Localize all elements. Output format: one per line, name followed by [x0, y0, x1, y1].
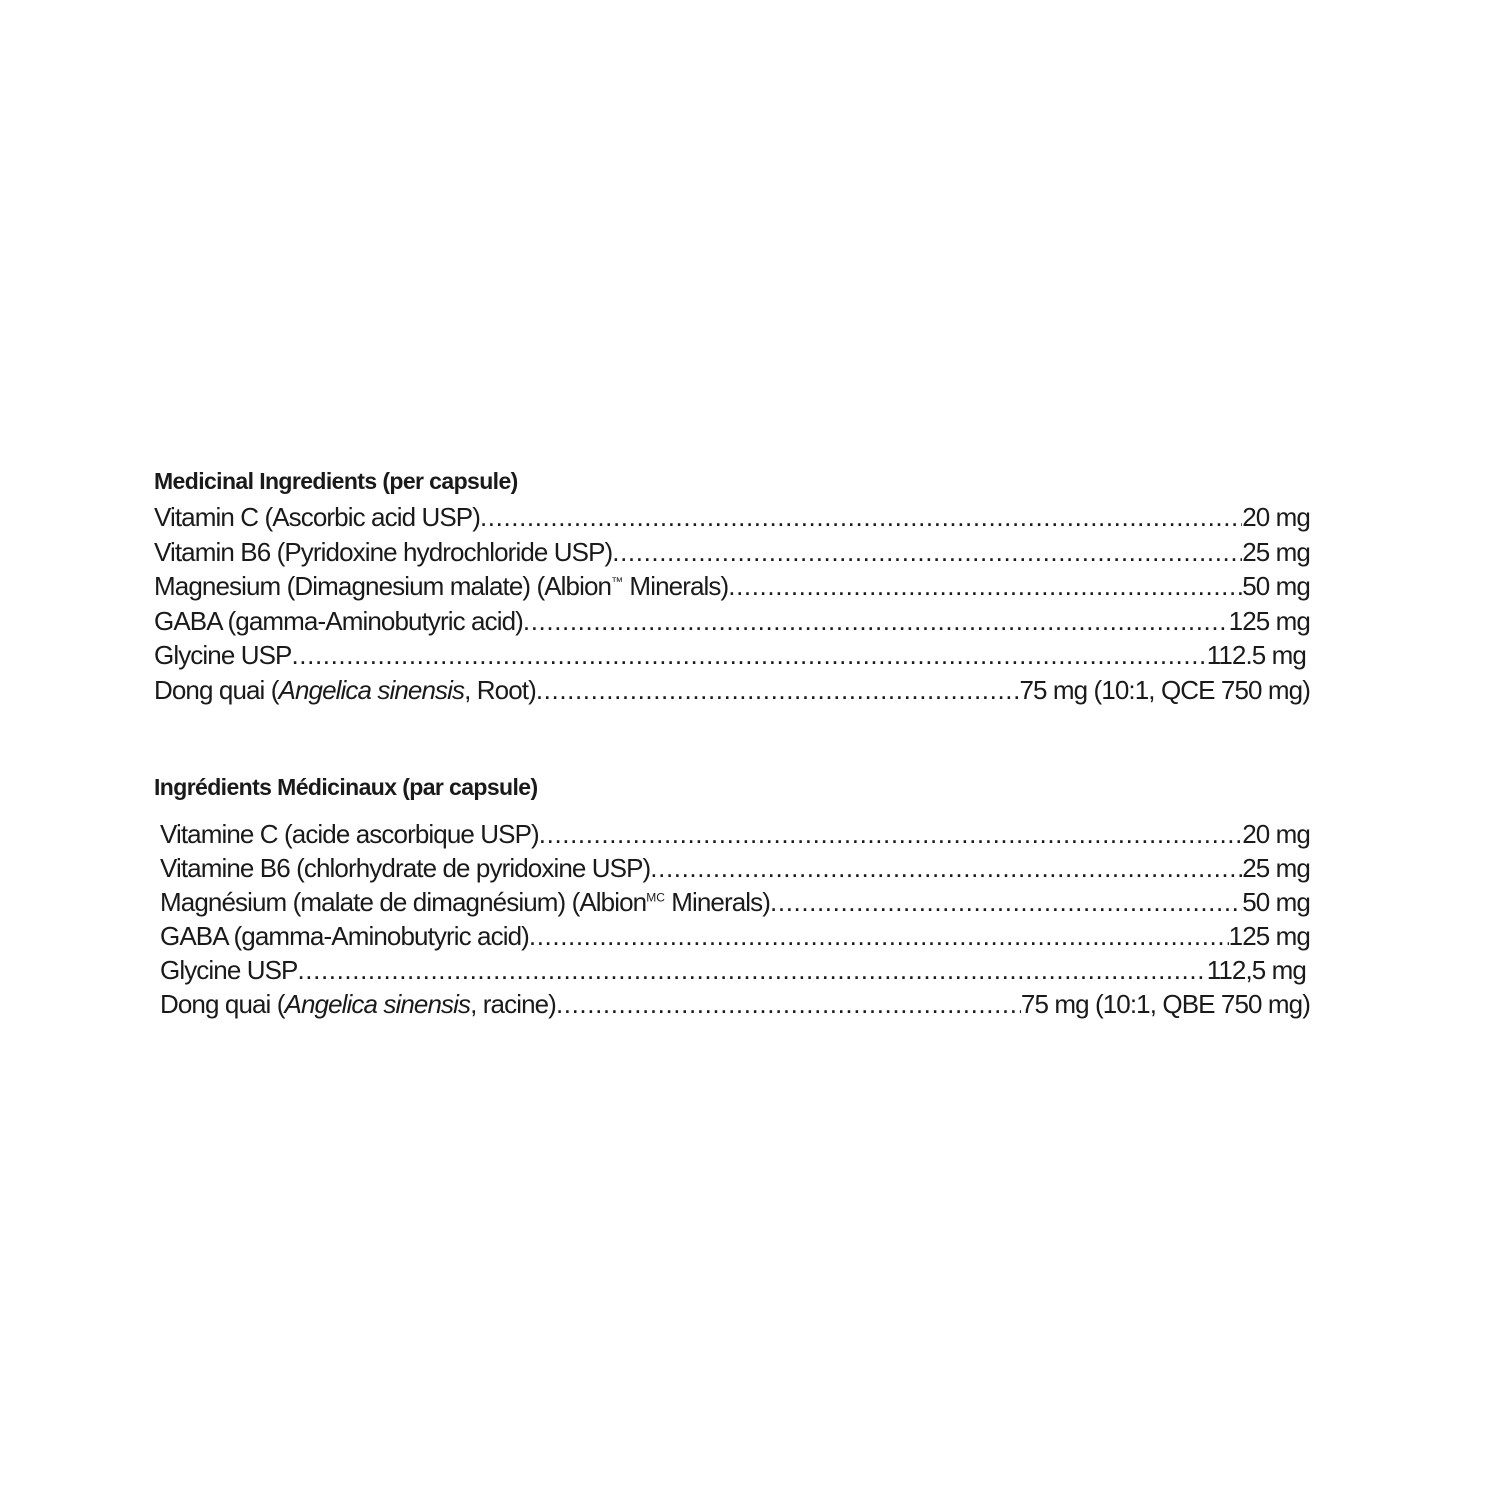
ingredient-name: Vitamin C (Ascorbic acid USP) [154, 502, 480, 532]
dot-leader [297, 953, 1206, 987]
french-ingredients-section [154, 772, 1310, 1021]
ingredient-row [154, 569, 1310, 604]
ingredient-row [154, 638, 1310, 673]
dot-leader [529, 919, 1229, 953]
ingredient-amount: 50 mg [1242, 571, 1310, 601]
english-heading: Medicinal Ingredients (per capsule) [154, 468, 518, 494]
ingredient-row [154, 919, 1310, 953]
ingredient-row [154, 851, 1310, 885]
ingredient-name-part: Magnesium (Dimagnesium malate) (Albion [154, 571, 612, 601]
ingredient-amount: 112,5 mg [1206, 955, 1306, 985]
dot-leader [539, 817, 1242, 851]
dot-leader [291, 638, 1206, 672]
ingredient-amount: 20 mg [1242, 819, 1310, 849]
ingredient-amount: 20 mg [1242, 502, 1310, 532]
french-heading: Ingrédients Médicinaux (par capsule) [154, 774, 538, 800]
ingredient-name [160, 987, 556, 1021]
dot-leader [523, 604, 1229, 638]
ingredient-name: Glycine USP [160, 955, 298, 985]
dot-leader [728, 569, 1242, 603]
ingredient-amount: 75 mg (10:1, QBE 750 mg) [1020, 989, 1310, 1019]
latin-name: Angelica sinensis [278, 674, 465, 705]
trademark-mark: MC [646, 890, 665, 905]
ingredient-name: GABA (gamma-Aminobutyric acid) [154, 605, 523, 636]
ingredient-amount: 125 mg [1228, 605, 1310, 636]
ingredient-amount: 112.5 mg [1206, 640, 1306, 670]
english-ingredient-list [154, 500, 1310, 707]
ingredient-row [154, 987, 1310, 1021]
ingredient-row [154, 500, 1310, 535]
ingredient-row [154, 817, 1310, 851]
ingredient-row [154, 673, 1310, 708]
ingredient-amount: 25 mg [1242, 536, 1310, 567]
ingredient-name-part: Minerals) [664, 887, 771, 917]
ingredient-amount: 75 mg (10:1, QCE 750 mg) [1019, 674, 1310, 705]
ingredient-row [154, 953, 1310, 987]
ingredient-name-part: Minerals) [623, 571, 729, 601]
ingredient-amount: 125 mg [1228, 921, 1310, 951]
trademark-mark: ™ [611, 574, 624, 589]
dot-leader [480, 500, 1242, 534]
ingredient-name-part: , racine) [470, 989, 556, 1019]
ingredient-name: Glycine USP [154, 640, 292, 670]
ingredient-name [154, 569, 728, 603]
ingredient-amount: 25 mg [1242, 853, 1310, 883]
ingredient-name: Vitamine C (acide ascorbique USP) [160, 819, 539, 849]
ingredient-amount: 50 mg [1242, 887, 1310, 917]
ingredient-name-part: Dong quai ( [160, 989, 285, 1019]
dot-leader [650, 851, 1242, 885]
ingredient-name-part: Dong quai ( [154, 674, 279, 705]
ingredient-name-part: Magnésium (malate de dimagnésium) (Albion [160, 887, 647, 917]
latin-name: Angelica sinensis [284, 989, 471, 1019]
ingredient-name-part: , Root) [464, 674, 536, 705]
ingredient-row [154, 604, 1310, 639]
dot-leader [770, 885, 1242, 919]
ingredient-row [154, 885, 1310, 919]
dot-leader [536, 673, 1020, 707]
ingredient-name [154, 673, 536, 707]
french-ingredient-list [154, 817, 1310, 1021]
ingredient-name: GABA (gamma-Aminobutyric acid) [160, 921, 529, 951]
ingredient-name: Vitamine B6 (chlorhydrate de pyridoxine USP) [160, 853, 651, 883]
ingredient-row [154, 535, 1310, 570]
english-ingredients-section [154, 466, 1310, 707]
ingredient-name [160, 885, 770, 919]
ingredient-name: Vitamin B6 (Pyridoxine hydrochloride USP) [154, 536, 613, 567]
dot-leader [556, 987, 1021, 1021]
dot-leader [612, 535, 1242, 569]
